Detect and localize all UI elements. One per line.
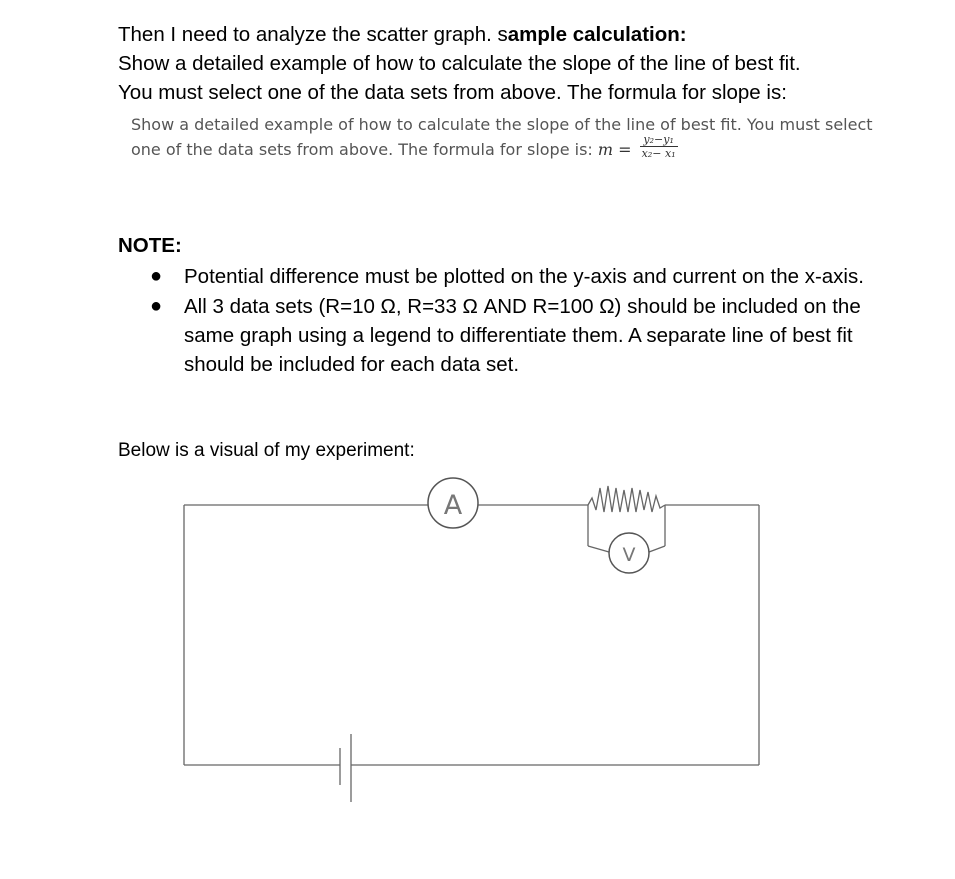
intro-line-3: You must select one of the data sets from above. The formula for slope is: (118, 81, 787, 104)
quote-line-1: Show a detailed example of how to calculate the slope of the line of best fit. You must select (131, 115, 873, 134)
slope-formula-lhs: m = (597, 140, 632, 159)
note-bullet-1: ● Potential difference must be plotted on the y-axis and current on the x-axis. (150, 262, 910, 291)
note-heading: NOTE: (118, 234, 182, 257)
visual-caption: Below is a visual of my experiment: (118, 440, 415, 461)
intro-line-1: Then I need to analyze the scatter graph. sample calculation: (118, 23, 687, 46)
formula-denominator: x₂− x₁ (641, 147, 676, 160)
ammeter-icon (428, 478, 478, 528)
resistor-icon (588, 486, 665, 512)
voltmeter-label: V (622, 544, 636, 566)
formula-numerator: y₂−y₁ (640, 133, 678, 147)
ammeter-label: A (443, 490, 463, 521)
bullet-dot-icon: ● (150, 295, 163, 317)
intro-line-2: Show a detailed example of how to calculate the slope of the line of best fit. (118, 52, 801, 75)
voltmeter-lead-left (588, 546, 609, 552)
voltmeter-icon (609, 533, 649, 573)
quote-line-2: one of the data sets from above. The formula for slope is: m = $\frac{\text{y₂−y₁}}{\text{x₂− x₁}}$ (131, 133, 676, 160)
bullet-dot-icon: ● (150, 265, 163, 287)
voltmeter-lead-right (649, 546, 665, 552)
note-bullet-2: ● All 3 data sets (R=10 Ω, R=33 Ω AND R=100 Ω) should be included on the same graph using a legend to differentiate them. A separate line of best fit should be included for each data set. (150, 292, 910, 379)
